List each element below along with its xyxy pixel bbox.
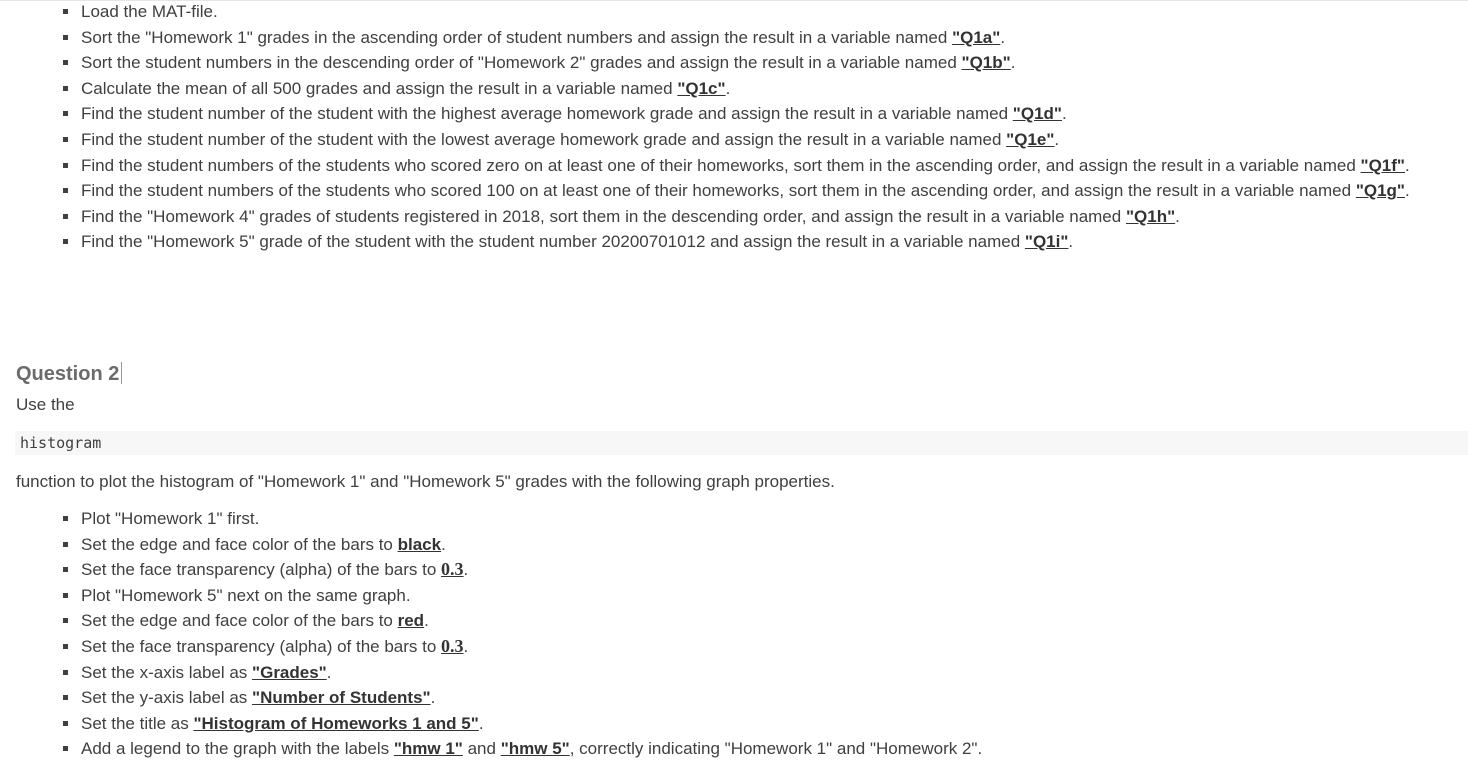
list-item: Set the y-axis label as "Number of Students". <box>0 685 1468 711</box>
item-text: Set the x-axis label as <box>81 662 253 682</box>
item-text: Find the student numbers of the students who scored 100 on at least one of their homeworks, sort them in the ascending order, and assign the result in a variable named <box>81 181 1356 201</box>
item-text: Set the edge and face color of the bars to <box>81 534 398 554</box>
bullet-icon <box>63 111 68 116</box>
bullet-icon <box>63 9 68 14</box>
intro-text: Use the <box>16 395 75 414</box>
bullet-icon <box>63 695 68 700</box>
bullet-icon <box>63 137 68 142</box>
property-value: "Histogram of Homeworks 1 and 5" <box>193 713 479 733</box>
bullet-icon <box>63 516 68 521</box>
item-text: Find the student number of the student with the highest average homework grade and assign the result in a variable named <box>81 104 1013 124</box>
property-value: red <box>397 611 425 631</box>
item-text: Set the face transparency (alpha) of the bars to <box>81 636 442 656</box>
list-item: Find the student numbers of the students who scored zero on at least one of their homeworks, sort them in the ascending order, and assign the result in a variable named "Q1f". <box>0 153 1468 179</box>
property-value: 0.3 <box>441 559 464 580</box>
bullet-icon <box>63 86 68 91</box>
list-item <box>0 583 1468 609</box>
item-text: Plot "Homework 1" first. <box>81 509 260 528</box>
variable-name: "Q1f" <box>1360 155 1405 175</box>
variable-name: "Q1a" <box>952 27 1001 47</box>
item-text: Sort the student numbers in the descending order of "Homework 2" grades and assign the result in a variable named <box>81 53 962 73</box>
property-value: "Number of Students" <box>252 688 431 708</box>
item-text: Find the student numbers of the students who scored zero on at least one of their homeworks, sort them in the ascending order, and assign the result in a variable named <box>81 155 1361 175</box>
list-item <box>0 506 1468 532</box>
bullet-icon <box>63 644 68 649</box>
variable-name: "Q1i" <box>1024 232 1069 252</box>
bullet-icon <box>63 542 68 547</box>
variable-name: "Q1d" <box>1012 104 1062 124</box>
list-item: Sort the "Homework 1" grades in the ascending order of student numbers and assign the result in a variable named "Q1a". <box>0 25 1468 51</box>
bullet-icon <box>63 746 68 751</box>
text-cursor <box>121 362 122 384</box>
item-text: Set the title as <box>81 713 194 733</box>
bullet-icon <box>63 188 68 193</box>
bullet-icon <box>63 60 68 65</box>
bullet-icon <box>63 163 68 168</box>
variable-name: "Q1b" <box>961 53 1011 73</box>
bullet-icon <box>63 670 68 675</box>
item-text: Find the "Homework 4" grades of students registered in 2018, sort them in the descending order, and assign the result in a variable named <box>81 206 1126 226</box>
variable-name: "Q1h" <box>1125 206 1176 226</box>
code-snippet: histogram <box>15 431 1468 455</box>
item-text: Set the face transparency (alpha) of the bars to <box>81 560 442 580</box>
property-value: black <box>397 534 442 554</box>
bullet-icon <box>63 567 68 572</box>
list-item: Find the student numbers of the students who scored 100 on at least one of their homeworks, sort them in the ascending order, and assign the result in a variable named "Q1g". <box>0 178 1468 204</box>
item-text: Plot "Homework 5" next on the same graph. <box>81 585 411 605</box>
variable-name: "Q1g" <box>1355 181 1405 201</box>
list-item: Set the x-axis label as "Grades". <box>0 660 1468 686</box>
variable-name: "Q1e" <box>1006 129 1055 149</box>
legend-label: "hmw 1" <box>393 739 463 759</box>
list-item: Find the "Homework 4" grades of students registered in 2018, sort them in the descending order, and assign the result in a variable named "Q1h". <box>0 204 1468 230</box>
list-item: Find the "Homework 5" grade of the student with the student number 20200701012 and assign the result in a variable named "Q1i". <box>0 229 1468 255</box>
question1-task-list <box>0 0 1468 255</box>
description-text: function to plot the histogram of "Homework 1" and "Homework 5" grades with the following graph properties. <box>16 472 835 491</box>
property-value: "Grades" <box>252 662 327 682</box>
list-item: Set the face transparency (alpha) of the bars to 0.3. <box>0 634 1468 660</box>
list-item: Set the edge and face color of the bars to red. <box>0 608 1468 634</box>
item-text: Set the y-axis label as <box>81 688 253 708</box>
item-text: Load the MAT-file. <box>81 2 218 21</box>
list-item: Sort the student numbers in the descending order of "Homework 2" grades and assign the result in a variable named "Q1b". <box>0 50 1468 76</box>
item-text: Set the edge and face color of the bars to <box>81 611 398 631</box>
item-text: Find the "Homework 5" grade of the student with the student number 20200701012 and assign the result in a variable named <box>81 232 1025 252</box>
bullet-icon <box>63 593 68 598</box>
legend-label: "hmw 5" <box>500 739 570 759</box>
item-text: Find the student number of the student with the lowest average homework grade and assign the result in a variable named <box>81 129 1007 149</box>
list-item: Set the edge and face color of the bars to black. <box>0 532 1468 558</box>
bullet-icon <box>63 618 68 623</box>
list-item: Find the student number of the student with the lowest average homework grade and assign the result in a variable named "Q1e". <box>0 127 1468 153</box>
list-item: Set the face transparency (alpha) of the bars to 0.3. <box>0 557 1468 583</box>
bullet-icon <box>63 35 68 40</box>
list-item: Set the title as "Histogram of Homeworks 1 and 5". <box>0 711 1468 737</box>
item-text: Sort the "Homework 1" grades in the ascending order of student numbers and assign the result in a variable named <box>81 27 953 47</box>
list-item: Find the student number of the student with the highest average homework grade and assign the result in a variable named "Q1d". <box>0 101 1468 127</box>
question2-heading[interactable]: Question 2 <box>16 361 122 387</box>
bullet-icon <box>63 214 68 219</box>
variable-name: "Q1c" <box>677 78 726 98</box>
bullet-icon <box>63 721 68 726</box>
item-text: Calculate the mean of all 500 grades and assign the result in a variable named <box>81 78 678 98</box>
list-item: Calculate the mean of all 500 grades and assign the result in a variable named "Q1c". <box>0 76 1468 102</box>
item-text: Add a legend to the graph with the labels <box>81 739 394 759</box>
property-value: 0.3 <box>441 635 464 656</box>
list-item: Add a legend to the graph with the labels "hmw 1" and "hmw 5", correctly indicating "Homework 1" and "Homework 2". <box>0 736 1468 762</box>
list-item <box>0 0 1468 25</box>
bullet-icon <box>63 239 68 244</box>
question2-task-list <box>0 506 1468 762</box>
